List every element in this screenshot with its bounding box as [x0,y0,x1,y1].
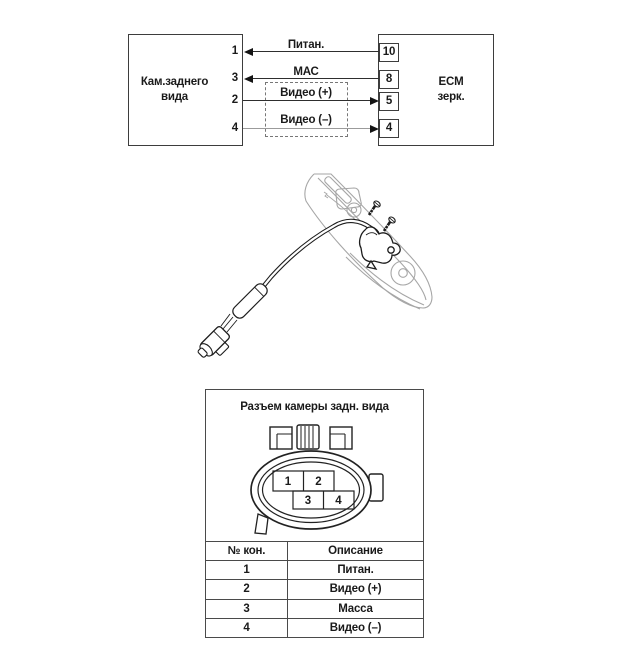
screw-icon [384,216,396,231]
camera-box-label-line2: вида [160,91,189,103]
pinout-row-3-pin: 3 [206,599,287,618]
ecm-pin-10-label: 10 [382,46,396,58]
wire-video-plus [243,100,371,101]
pinout-row-2-pin: 2 [206,579,287,598]
camera-bracket [360,227,401,269]
pinout-row-4-desc: Видео (–) [287,618,423,637]
pinout-row-1-desc: Питан. [287,560,423,579]
ecm-pin-10 [379,43,399,62]
wire-mas [252,78,379,79]
connector-body [251,451,371,529]
pinout-row-1-pin: 1 [206,560,287,579]
wire-video-minus [243,128,371,129]
connector-panel-title: Разъем камеры задн. вида [240,401,389,413]
ecm-pin-4 [379,119,399,138]
camera-cable [262,221,379,288]
camera-pin-3: 3 [231,72,238,84]
pinout-header-pin: № кон. [206,541,287,560]
ecm-pin-4-label: 4 [385,122,393,134]
wire-video-plus-label: Видео (+) [280,87,332,99]
connector-bottom-leg [255,514,268,534]
ecm-pin-8-label: 8 [385,73,393,85]
connector-pinout-panel [205,389,424,638]
ecm-box-label-line2: зерк. [437,91,465,103]
pinout-row-3-desc: Масса [287,599,423,618]
connector-pin-3: 3 [304,495,312,507]
camera-cable-illustration [183,172,433,377]
screw-icon [369,200,381,215]
cable-sleeve [231,282,270,321]
ecm-box-label-line1: ECM [438,76,464,88]
connector-pin-4: 4 [335,495,342,507]
wire-video-minus-label: Видео (–) [280,114,332,126]
camera-box-label-line1: Кам.заднего [140,76,209,88]
connector-pin-1: 1 [284,476,292,488]
connector-top-tabs [270,425,352,449]
wire-mas-label: МАС [293,66,319,78]
ecm-pin-5-label: 5 [385,95,393,107]
cable-connector [195,325,235,365]
wire-video-minus-arrowhead-icon [370,125,379,133]
ecm-pin-8 [379,70,399,89]
camera-pin-2: 2 [231,94,238,106]
pinout-row-2-desc: Видео (+) [287,579,423,598]
camera-pin-1: 1 [231,45,238,57]
wire-pitan [252,51,379,52]
pinout-header-desc: Описание [287,541,423,560]
ecm-pin-5 [379,92,399,111]
pinout-table [206,541,423,637]
pinout-row-4-pin: 4 [206,618,287,637]
connector-pin-2: 2 [315,476,322,488]
connector-face-drawing [206,421,425,543]
camera-pin-4: 4 [231,122,238,134]
wire-video-plus-arrowhead-icon [370,97,379,105]
wire-pitan-label: Питан. [287,39,325,51]
